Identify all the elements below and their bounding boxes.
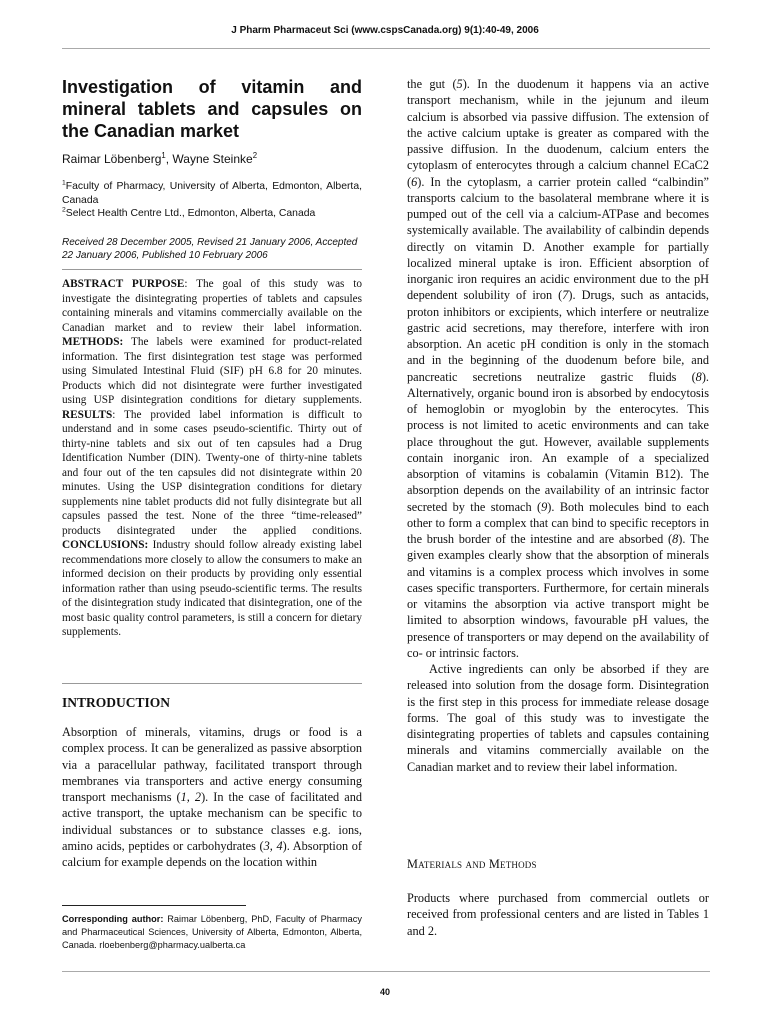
text-run: the gut ( <box>407 77 457 91</box>
received-dates: Received 28 December 2005, Revised 21 January 2006, Accepted 22 January 2006, Published 10 February 2006 <box>62 237 358 261</box>
introduction-heading: INTRODUCTION <box>62 695 171 710</box>
intro-text-1: Absorption of minerals, vitamins, drugs or food is a complex process. It can be generalized as passive absorption via a paracellular pathway, facilitated transport through membranes via transporters and active energy consuming transport mechanisms ( <box>62 725 362 804</box>
abstract-purpose-text: : The goal of this study was to investigate the disintegrating properties of tablets and capsules containing minerals and vitamins commercially available on the Canadian market and to review their label information. <box>62 278 362 334</box>
author-line <box>62 152 362 166</box>
affiliation-1-text: Faculty of Pharmacy, University of Alberta, Edmonton, Alberta, Canada <box>62 181 362 206</box>
citation-ref[interactable]: 1, 2 <box>180 790 202 804</box>
footnote-text: Raimar Löbenberg, PhD, Faculty of Pharmacy and Pharmaceutical Sciences, University of Alberta, Edmonton, Alberta, Canada. rloebenberg@pharmacy.ualberta.ca <box>62 914 362 950</box>
page-number: 40 <box>379 987 390 997</box>
header-rule <box>62 48 710 49</box>
text-run: ). In the cytoplasm, a carrier protein called “calbindin” transports calcium to the basolateral membrane where it is pumped out of the cell via a calcium-ATPase and becomes systemically available. The availability of calbindin depends directly on vitamin D. Another example for partially localized mineral uptake is iron. Efficient absorption of inorganic iron requires an acidic environment due to the pH dependent solubility of iron ( <box>407 174 709 303</box>
abstract-methods-label: METHODS: <box>62 336 124 348</box>
affiliation-1 <box>62 180 362 207</box>
text-run: ). In the duodenum it happens via an active transport mechanism, while in the jejunum and ileum calcium is absorbed via passive diffusion. The extension of the active calcium uptake is greater as compared with the passive diffusion. In the duodenum, calcium enters the cytoplasm of enterocytes through a calcium channel ECaC2 ( <box>407 77 709 189</box>
author-1: Raimar Löbenberg <box>62 152 162 166</box>
citation-ref[interactable]: 6 <box>411 174 418 189</box>
author-separator: , Wayne Steinke <box>165 152 253 166</box>
article-title: Investigation of vitamin and mineral tablets and capsules on the Canadian market <box>62 77 362 141</box>
journal-header: J Pharm Pharmaceut Sci (www.cspsCanada.org) 9(1):40-49, 2006 <box>231 25 539 36</box>
affiliation-1-sup: 1 <box>62 179 66 187</box>
affiliation-2 <box>62 207 362 221</box>
abstract-purpose-label: ABSTRACT PURPOSE <box>62 278 185 290</box>
author-2-sup: 2 <box>252 151 258 160</box>
abstract-methods-text: The labels were examined for product-related information. The first disintegration test stage was performed using Simulated Intestinal Fluid (SIF) pH 6.8 for 20 minutes. Products which did not disintegrate were further investigated using USP disintegration conditions for dietary supplements. <box>62 336 362 406</box>
materials-methods-heading <box>407 857 709 872</box>
introduction-paragraph <box>62 724 362 870</box>
text-run: ). Drugs, such as antacids, proton inhibitors or excipients, which interfere or neutralize gastric acid secretions, may therefore, interfere with iron absorption. An acetic pH condition is only in the stomach and in the beginning of the duodenum before bile, and pancreatic secretions neutralize gastric fluids ( <box>407 288 709 384</box>
citation-ref[interactable]: 8 <box>672 532 679 546</box>
citation-ref[interactable]: 5 <box>456 77 463 91</box>
abstract-results-text: : The provided label information is difficult to understand and in some cases pseudo-scientific. Thirty out of thirty-nine tablets and six out of ten capsules had a Drug Identification Number (DIN). Twenty-one of thirty-nine tablets and four out of the ten capsules did not disintegrate within 20 minutes. Using the USP disintegration conditions for dietary supplements nine tablet products did not fully disintegrate but all capsules passed the test. None of the three “time-released” products disintegrated under the applied conditions. <box>62 408 362 537</box>
citation-ref[interactable]: 8 <box>695 369 702 384</box>
citation-ref[interactable]: 9 <box>541 499 548 514</box>
abstract <box>62 277 362 640</box>
right-paragraph-1 <box>407 76 709 661</box>
corresponding-author-footnote <box>62 913 362 951</box>
abstract-conclusions-label: CONCLUSIONS: <box>62 539 149 551</box>
abstract-conclusions-text: Industry should follow already existing label recommendations more closely to allow the consumers to make an informed decision on their products by providing only essential information rather than using pseudo-scientific terms. The results of the disintegration study indicated that disintegration, one of the most basic quality control parameters, is still a concern for dietary supplements. <box>62 539 362 638</box>
footer-rule <box>62 971 710 972</box>
affiliation-2-text: Select Health Centre Ltd., Edmonton, Alberta, Canada <box>65 208 316 219</box>
author-1-sup: 1 <box>161 151 166 160</box>
citation-ref[interactable]: 3, 4 <box>263 838 283 853</box>
footnote-rule <box>62 905 246 906</box>
affiliations <box>62 180 362 221</box>
abstract-bottom-rule <box>62 683 362 684</box>
right-paragraph-2: Active ingredients can only be absorbed if they are released into solution from the dosage form. Disintegration is the first step in this process for immediate release dosage forms. The goal of this study was to investigate the disintegrating properties of tablets and capsules containing minerals and vitamins commercially available on the Canadian market and to review their label information. <box>407 662 709 774</box>
affiliation-2-sup: 2 <box>62 206 66 214</box>
materials-methods-heading-text: Materials and Methods <box>407 857 537 871</box>
right-column-text <box>407 76 709 775</box>
text-run: ). The given examples clearly show that the absorption of minerals and vitamins is a complex process which involves in some cases specific transporters. Furthermore, for certain minerals or vitamins the absorption via active transport might be limited to absorption windows, favourable pH values, the presence of transporters or may depend on the availability of co- or intrinsic factors. <box>407 532 709 660</box>
abstract-results-label: RESULTS <box>62 408 113 421</box>
materials-methods-paragraph: Products where purchased from commercial outlets or received from professional centers and are listed in Tables 1 and 2. <box>407 891 709 938</box>
text-run: ). Both molecules bind to each other to form a complex that can bind to specific receptors in the brush border of the intestine and are absorbed ( <box>407 499 710 546</box>
footnote-label: Corresponding author: <box>62 914 164 924</box>
citation-ref[interactable]: 7 <box>562 288 569 303</box>
intro-text-3: ). Absorption of calcium for example depends on the location within <box>62 838 363 869</box>
text-run: ). Alternatively, organic bound iron is absorbed by endocytosis of hemoglobin or myoglobin by the enterocytes. This process is not limited to acetic environments and can take place throughout the gut. However, available supplements contain inorganic iron. An example of a specialized absorption of vitamins is cobalamin (Vitamin B12). The absorption depends on the availability of an intrinsic factor secreted by the stomach ( <box>407 369 709 514</box>
abstract-top-rule <box>62 269 362 270</box>
intro-text-2: ). In the case of facilitated and active transport, the uptake mechanism can be specific to individual substances or to substance classes e.g. ions, amino acids, peptides or carbohydrates ( <box>62 790 362 853</box>
